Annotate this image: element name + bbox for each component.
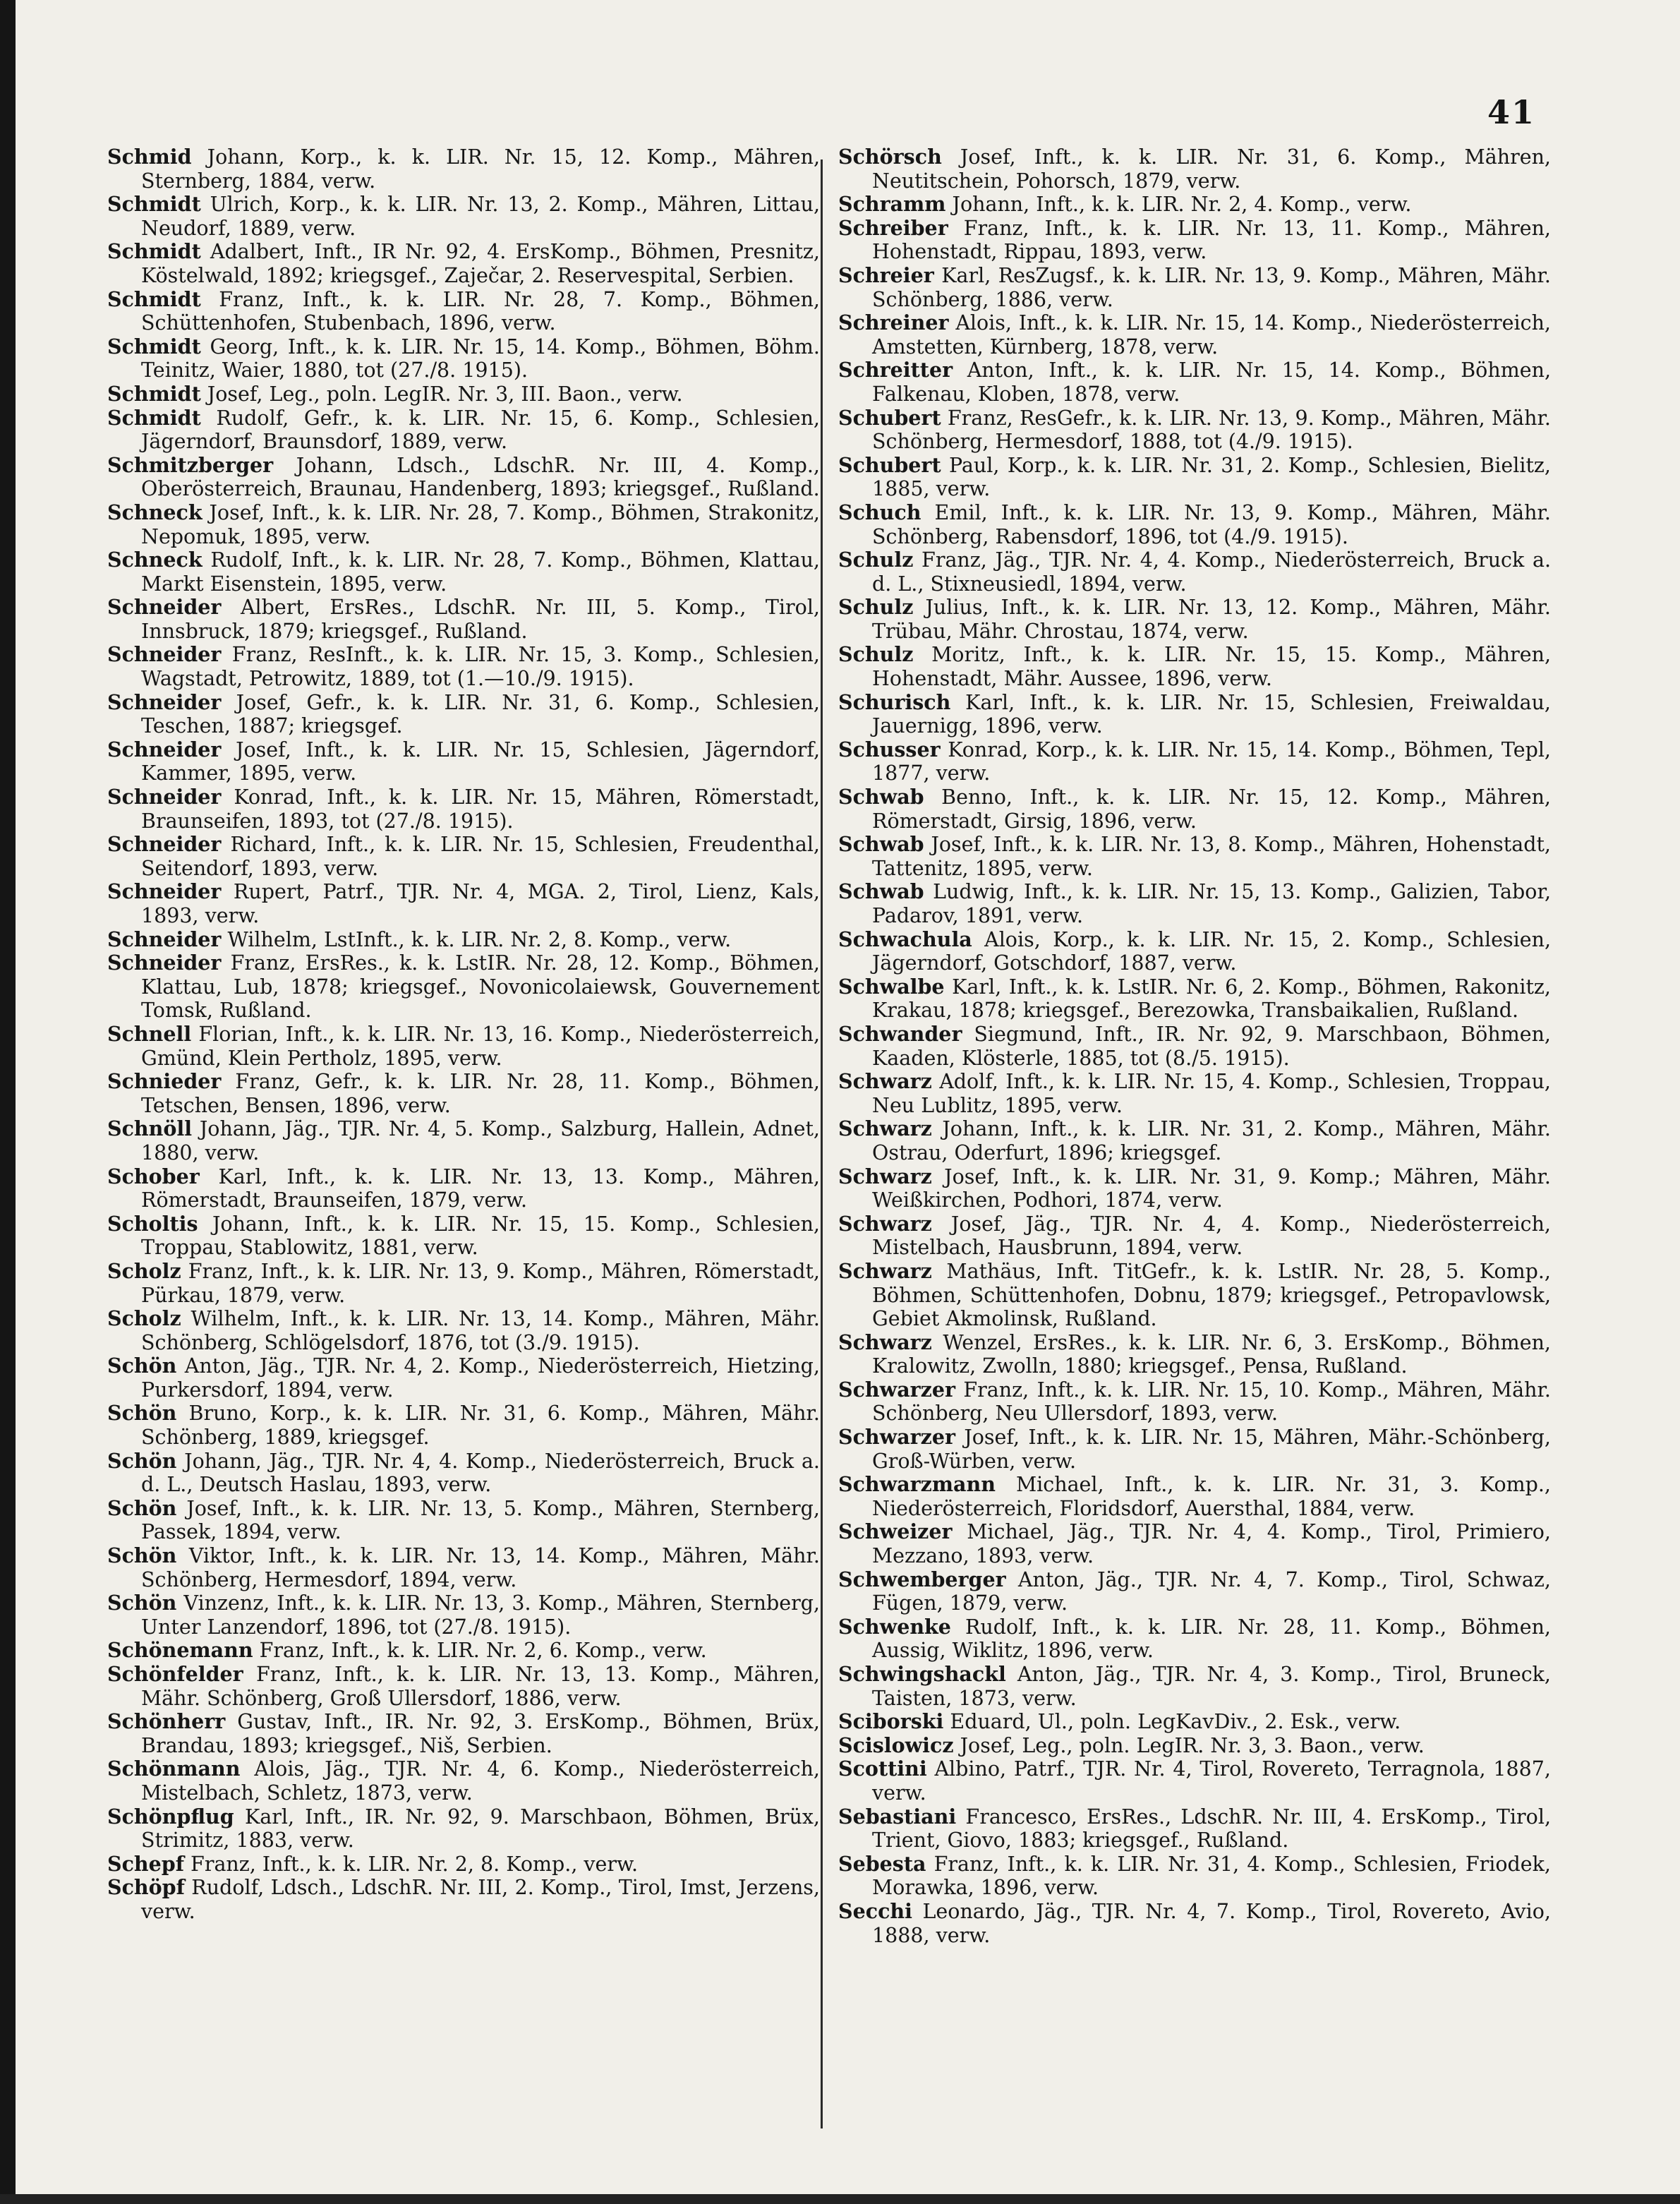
entry-details: Karl, ResZugsf., k. k. LIR. Nr. 13, 9. Komp., Mähren, Mähr. Schönberg, 1886, verw. bbox=[872, 263, 1551, 311]
register-entry bbox=[107, 193, 820, 240]
entry-surname: Schönemann bbox=[107, 1638, 253, 1663]
entry-details: Leonardo, Jäg., TJR. Nr. 4, 7. Komp., Tirol, Rovereto, Avio, 1888, verw. bbox=[872, 1899, 1551, 1947]
entry-surname: Schön bbox=[107, 1495, 177, 1520]
entry-details: Rupert, Patrf., TJR. Nr. 4, MGA. 2, Tirol, Lienz, Kals, 1893, verw. bbox=[141, 880, 820, 927]
entry-surname: Schreier bbox=[838, 263, 934, 287]
entry-details: Josef, Inft., k. k. LIR. Nr. 13, 5. Komp., Mähren, Sternberg, Passek, 1894, verw. bbox=[141, 1496, 820, 1544]
register-entry bbox=[107, 288, 820, 335]
register-entry bbox=[107, 1402, 820, 1449]
entry-details: Franz, ResGefr., k. k. LIR. Nr. 13, 9. Komp., Mähren, Mähr. Schönberg, Hermesdorf, 1888, tot (4./9. 1915). bbox=[872, 406, 1551, 454]
left-column bbox=[107, 145, 820, 1924]
entry-details: Josef, Leg., poln. LegIR. Nr. 3, 3. Baon., verw. bbox=[953, 1733, 1425, 1757]
register-entry bbox=[838, 548, 1551, 596]
entry-details: Mathäus, Inft. TitGefr., k. k. LstIR. Nr. 28, 5. Komp., Böhmen, Schüttenhofen, Dobnu, 1879; kriegsgef., Petropavlowsk, Gebiet Akmolinsk, Rußland. bbox=[872, 1259, 1551, 1331]
register-entry bbox=[838, 1615, 1551, 1663]
entry-details: Adalbert, Inft., IR Nr. 92, 4. ErsKomp., Böhmen, Presnitz, Köstelwald, 1892; kriegsgef., Zaječar, 2. Reservespital, Serbien. bbox=[141, 240, 820, 287]
entry-details: Moritz, Inft., k. k. LIR. Nr. 15, 15. Komp., Mähren, Hohenstadt, Mähr. Aussee, 1896, verw. bbox=[872, 643, 1551, 691]
register-entry bbox=[107, 1117, 820, 1164]
register-entry bbox=[107, 1165, 820, 1212]
entry-details: Anton, Jäg., TJR. Nr. 4, 2. Komp., Niederösterreich, Hietzing, Purkersdorf, 1894, verw. bbox=[141, 1354, 820, 1402]
entry-details: Johann, Korp., k. k. LIR. Nr. 15, 12. Komp., Mähren, Sternberg, 1884, verw. bbox=[141, 145, 820, 193]
register-entry bbox=[838, 264, 1551, 311]
entry-details: Albino, Patrf., TJR. Nr. 4, Tirol, Rovereto, Terragnola, 1887, verw. bbox=[872, 1757, 1551, 1805]
entry-surname: Sciborski bbox=[838, 1709, 944, 1734]
register-entry bbox=[107, 454, 820, 501]
register-entry bbox=[107, 691, 820, 738]
entry-surname: Schubert bbox=[838, 452, 941, 477]
register-entry bbox=[838, 1853, 1551, 1900]
entry-details: Johann, Jäg., TJR. Nr. 4, 4. Komp., Niederösterreich, Bruck a. d. L., Deutsch Haslau, 1893, verw. bbox=[141, 1449, 820, 1497]
entry-details: Viktor, Inft., k. k. LIR. Nr. 13, 14. Komp., Mähren, Mähr. Schönberg, Hermesdorf, 1894, verw. bbox=[141, 1544, 820, 1591]
entry-details: Alois, Korp., k. k. LIR. Nr. 15, 2. Komp., Schlesien, Jägerndorf, Gotschdorf, 1887, verw. bbox=[872, 927, 1551, 975]
entry-details: Eduard, Ul., poln. LegKavDiv., 2. Esk., verw. bbox=[943, 1710, 1401, 1734]
entry-details: Ludwig, Inft., k. k. LIR. Nr. 15, 13. Komp., Galizien, Tabor, Padarov, 1891, verw. bbox=[872, 880, 1551, 927]
entry-details: Adolf, Inft., k. k. LIR. Nr. 15, 4. Komp., Schlesien, Troppau, Neu Lublitz, 1895, verw. bbox=[872, 1070, 1551, 1117]
entry-details: Josef, Inft., k. k. LIR. Nr. 28, 7. Komp., Böhmen, Strakonitz, Nepomuk, 1895, verw. bbox=[141, 500, 820, 548]
entry-details: Josef, Jäg., TJR. Nr. 4, 4. Komp., Niederösterreich, Mistelbach, Hausbrunn, 1894, verw. bbox=[872, 1212, 1551, 1260]
entry-surname: Schubert bbox=[838, 405, 941, 430]
entry-details: Josef, Inft., k. k. LIR. Nr. 31, 9. Komp.; Mähren, Mähr. Weißkirchen, Podhori, 1874, verw. bbox=[872, 1164, 1551, 1212]
entry-details: Josef, Inft., k. k. LIR. Nr. 31, 6. Komp., Mähren, Neutitschein, Pohorsch, 1879, verw. bbox=[872, 145, 1551, 193]
entry-details: Josef, Inft., k. k. LIR. Nr. 15, Mähren, Mähr.-Schönberg, Groß-Würben, verw. bbox=[872, 1426, 1551, 1473]
entry-surname: Schwander bbox=[838, 1021, 962, 1046]
entry-surname: Schneider bbox=[107, 927, 222, 951]
register-entry bbox=[838, 359, 1551, 406]
entry-surname: Schnieder bbox=[107, 1069, 222, 1094]
register-entry bbox=[107, 1805, 820, 1853]
entry-surname: Schön bbox=[107, 1448, 177, 1473]
register-entry bbox=[838, 1117, 1551, 1164]
entry-surname: Schulz bbox=[838, 548, 914, 572]
entry-surname: Schneider bbox=[107, 832, 222, 857]
entry-surname: Schreitter bbox=[838, 358, 953, 383]
register-entry bbox=[107, 1450, 820, 1497]
register-entry bbox=[838, 691, 1551, 738]
entry-details: Emil, Inft., k. k. LIR. Nr. 13, 9. Komp., Mähren, Mähr. Schönberg, Rabensdorf, 1896, tot (4./9. 1915). bbox=[872, 500, 1551, 548]
entry-surname: Schönherr bbox=[107, 1709, 226, 1734]
entry-surname: Schöpf bbox=[107, 1875, 185, 1900]
entry-details: Karl, Inft., k. k. LstIR. Nr. 6, 2. Komp., Böhmen, Rakonitz, Krakau, 1878; kriegsgef., Berezowka, Transbaikalien, Rußland. bbox=[872, 975, 1551, 1023]
entry-surname: Schwingshackl bbox=[838, 1662, 1006, 1686]
register-entry bbox=[838, 596, 1551, 643]
entry-surname: Schmitzberger bbox=[107, 452, 274, 477]
scan-edge-bottom bbox=[0, 2194, 1680, 2204]
entry-details: Konrad, Korp., k. k. LIR. Nr. 15, 14. Komp., Böhmen, Tepl, 1877, verw. bbox=[872, 737, 1551, 785]
register-entry bbox=[838, 1023, 1551, 1070]
entry-surname: Scottini bbox=[838, 1757, 927, 1781]
entry-details: Albert, ErsRes., LdschR. Nr. III, 5. Komp., Tirol, Innsbruck, 1879; kriegsgef., Rußland. bbox=[141, 596, 820, 643]
entry-details: Anton, Inft., k. k. LIR. Nr. 15, 14. Komp., Böhmen, Falkenau, Kloben, 1878, verw. bbox=[872, 359, 1551, 406]
register-entry bbox=[838, 407, 1551, 454]
entry-details: Josef, Gefr., k. k. LIR. Nr. 31, 6. Komp., Schlesien, Teschen, 1887; kriegsgef. bbox=[141, 690, 820, 738]
entry-surname: Schneider bbox=[107, 879, 222, 904]
entry-surname: Schön bbox=[107, 1401, 177, 1426]
entry-details: Gustav, Inft., IR. Nr. 92, 3. ErsKomp., Böhmen, Brüx, Brandau, 1893; kriegsgef., Niš, Serbien. bbox=[141, 1710, 820, 1757]
register-entry bbox=[838, 1212, 1551, 1260]
register-entry bbox=[838, 1900, 1551, 1947]
entry-details: Wilhelm, LstInft., k. k. LIR. Nr. 2, 8. Komp., verw. bbox=[221, 927, 732, 951]
register-entry bbox=[838, 928, 1551, 975]
entry-surname: Schörsch bbox=[838, 145, 942, 169]
entry-surname: Schwenke bbox=[838, 1614, 951, 1639]
register-entry bbox=[838, 193, 1551, 217]
register-entry bbox=[838, 643, 1551, 690]
entry-details: Johann, Inft., k. k. LIR. Nr. 15, 15. Komp., Schlesien, Troppau, Stablowitz, 1881, verw. bbox=[141, 1212, 820, 1260]
entry-surname: Scislowicz bbox=[838, 1733, 954, 1757]
register-entry bbox=[107, 383, 820, 407]
entry-surname: Schön bbox=[107, 1543, 177, 1568]
entry-details: Wenzel, ErsRes., k. k. LIR. Nr. 6, 3. ErsKomp., Böhmen, Kralowitz, Zwolln, 1880; kriegsgef., Pensa, Rußland. bbox=[872, 1330, 1551, 1378]
entry-details: Franz, Inft., k. k. LIR. Nr. 2, 6. Komp., verw. bbox=[253, 1639, 707, 1663]
entry-details: Franz, Inft., k. k. LIR. Nr. 31, 4. Komp., Schlesien, Friodek, Morawka, 1896, verw. bbox=[872, 1852, 1551, 1900]
register-entry bbox=[838, 1260, 1551, 1331]
entry-surname: Schwab bbox=[838, 785, 924, 809]
entry-surname: Schnöll bbox=[107, 1116, 193, 1141]
entry-surname: Schmidt bbox=[107, 405, 201, 430]
register-entry bbox=[107, 501, 820, 548]
entry-details: Paul, Korp., k. k. LIR. Nr. 31, 2. Komp., Schlesien, Bielitz, 1885, verw. bbox=[872, 453, 1551, 501]
entry-details: Richard, Inft., k. k. LIR. Nr. 15, Schlesien, Freudenthal, Seitendorf, 1893, verw. bbox=[141, 833, 820, 880]
entry-surname: Schramm bbox=[838, 192, 946, 217]
entry-surname: Schneck bbox=[107, 548, 203, 572]
entry-surname: Schneider bbox=[107, 689, 222, 714]
entry-details: Benno, Inft., k. k. LIR. Nr. 15, 12. Komp., Mähren, Römerstadt, Girsig, 1896, verw. bbox=[872, 785, 1551, 833]
register-entry bbox=[107, 240, 820, 287]
entry-details: Franz, Inft., k. k. LIR. Nr. 13, 11. Komp., Mähren, Hohenstadt, Rippau, 1893, verw. bbox=[872, 216, 1551, 264]
register-entry bbox=[107, 785, 820, 833]
register-entry bbox=[107, 1307, 820, 1354]
register-entry bbox=[838, 1331, 1551, 1378]
register-entry bbox=[107, 1853, 820, 1877]
register-entry bbox=[107, 1591, 820, 1639]
page-number: 41 bbox=[1487, 93, 1535, 131]
entry-details: Michael, Inft., k. k. LIR. Nr. 31, 3. Komp., Niederösterreich, Floridsdorf, Auersthal, 1884, verw. bbox=[872, 1473, 1551, 1520]
entry-details: Vinzenz, Inft., k. k. LIR. Nr. 13, 3. Komp., Mähren, Sternberg, Unter Lanzendorf, 1896, tot (27./8. 1915). bbox=[141, 1591, 820, 1639]
entry-surname: Schwab bbox=[838, 879, 924, 904]
entry-details: Franz, Inft., k. k. LIR. Nr. 28, 7. Komp., Böhmen, Schüttenhofen, Stubenbach, 1896, verw. bbox=[141, 287, 820, 335]
entry-surname: Schwab bbox=[838, 832, 924, 857]
register-entry bbox=[107, 738, 820, 785]
entry-surname: Schönpflug bbox=[107, 1804, 234, 1829]
entry-details: Alois, Jäg., TJR. Nr. 4, 6. Komp., Niederösterreich, Mistelbach, Schletz, 1873, verw. bbox=[141, 1757, 820, 1805]
register-entry bbox=[107, 928, 820, 952]
entry-details: Karl, Inft., k. k. LIR. Nr. 15, Schlesien, Freiwaldau, Jauernigg, 1896, verw. bbox=[872, 690, 1551, 738]
entry-surname: Schneider bbox=[107, 951, 222, 975]
entry-details: Franz, Gefr., k. k. LIR. Nr. 28, 11. Komp., Böhmen, Tetschen, Bensen, 1896, verw. bbox=[141, 1070, 820, 1117]
register-entry bbox=[838, 1734, 1551, 1758]
entry-details: Michael, Jäg., TJR. Nr. 4, 4. Komp., Tirol, Primiero, Mezzano, 1893, verw. bbox=[872, 1520, 1551, 1568]
register-entry bbox=[838, 454, 1551, 501]
entry-details: Rudolf, Gefr., k. k. LIR. Nr. 15, 6. Komp., Schlesien, Jägerndorf, Braunsdorf, 1889, verw. bbox=[141, 406, 820, 454]
entry-surname: Schreiner bbox=[838, 311, 949, 335]
register-entry bbox=[107, 1212, 820, 1260]
entry-surname: Schuch bbox=[838, 500, 921, 524]
entry-details: Franz, Jäg., TJR. Nr. 4, 4. Komp., Niederösterreich, Bruck a. d. L., Stixneusiedl, 1894, verw. bbox=[872, 548, 1551, 596]
register-entry bbox=[838, 1378, 1551, 1426]
entry-details: Francesco, ErsRes., LdschR. Nr. III, 4. ErsKomp., Tirol, Trient, Giovo, 1883; kriegsgef., Rußland. bbox=[872, 1805, 1551, 1853]
register-entry bbox=[107, 1023, 820, 1070]
entry-surname: Schmidt bbox=[107, 239, 201, 264]
register-entry bbox=[107, 880, 820, 927]
entry-surname: Schwarz bbox=[838, 1258, 932, 1283]
entry-details: Siegmund, Inft., IR. Nr. 92, 9. Marschbaon, Böhmen, Kaaden, Klösterle, 1885, tot (8./5. 1915). bbox=[872, 1022, 1551, 1070]
entry-surname: Schweizer bbox=[838, 1519, 953, 1544]
register-entry bbox=[838, 1805, 1551, 1853]
entry-surname: Schwarz bbox=[838, 1069, 932, 1094]
entry-details: Rudolf, Inft., k. k. LIR. Nr. 28, 7. Komp., Böhmen, Klattau, Markt Eisenstein, 1895, verw. bbox=[141, 548, 820, 596]
register-entry bbox=[107, 596, 820, 643]
entry-surname: Schmidt bbox=[107, 334, 201, 359]
entry-details: Anton, Jäg., TJR. Nr. 4, 3. Komp., Tirol, Bruneck, Taisten, 1873, verw. bbox=[872, 1663, 1551, 1710]
entry-surname: Sebastiani bbox=[838, 1804, 957, 1829]
register-entry bbox=[838, 1710, 1551, 1734]
entry-surname: Schön bbox=[107, 1354, 177, 1378]
register-entry bbox=[838, 975, 1551, 1023]
entry-surname: Schwarz bbox=[838, 1330, 932, 1354]
register-entry bbox=[838, 785, 1551, 833]
entry-details: Rudolf, Inft., k. k. LIR. Nr. 28, 11. Komp., Böhmen, Aussig, Wiklitz, 1896, verw. bbox=[872, 1615, 1551, 1663]
register-entry bbox=[838, 880, 1551, 927]
entry-surname: Schwachula bbox=[838, 927, 972, 951]
entry-details: Georg, Inft., k. k. LIR. Nr. 15, 14. Komp., Böhmen, Böhm. Teinitz, Waier, 1880, tot (27./8. 1915). bbox=[141, 335, 820, 383]
entry-surname: Schönmann bbox=[107, 1757, 241, 1781]
entry-surname: Schwarzmann bbox=[838, 1472, 996, 1497]
entry-surname: Schneider bbox=[107, 785, 222, 809]
entry-surname: Schneck bbox=[107, 500, 203, 524]
entry-details: Karl, Inft., IR. Nr. 92, 9. Marschbaon, Böhmen, Brüx, Strimitz, 1883, verw. bbox=[141, 1805, 820, 1853]
register-entry bbox=[838, 1663, 1551, 1710]
entry-details: Franz, Inft., k. k. LIR. Nr. 13, 9. Komp., Mähren, Römerstadt, Pürkau, 1879, verw. bbox=[141, 1259, 820, 1307]
register-entry bbox=[107, 1757, 820, 1805]
register-entry bbox=[838, 1568, 1551, 1615]
entry-surname: Schmidt bbox=[107, 192, 201, 217]
entry-details: Anton, Jäg., TJR. Nr. 4, 7. Komp., Tirol, Schwaz, Fügen, 1879, verw. bbox=[872, 1567, 1551, 1615]
register-entry bbox=[838, 833, 1551, 880]
entry-details: Franz, ResInft., k. k. LIR. Nr. 15, 3. Komp., Schlesien, Wagstadt, Petrowitz, 1889, tot (1.—10./9. 1915). bbox=[141, 643, 820, 691]
entry-surname: Schmidt bbox=[107, 287, 201, 311]
register-entry bbox=[838, 145, 1551, 193]
entry-surname: Schusser bbox=[838, 737, 941, 761]
entry-surname: Schepf bbox=[107, 1851, 184, 1876]
entry-details: Johann, Ldsch., LdschR. Nr. III, 4. Komp., Oberösterreich, Braunau, Handenberg, 1893; kriegsgef., Rußland. bbox=[141, 453, 820, 501]
entry-surname: Schulz bbox=[838, 595, 914, 620]
entry-surname: Schwarz bbox=[838, 1211, 932, 1236]
entry-surname: Schwemberger bbox=[838, 1567, 1006, 1591]
entry-details: Wilhelm, Inft., k. k. LIR. Nr. 13, 14. Komp., Mähren, Mähr. Schönberg, Schlögelsdorf, 1876, tot (3./9. 1915). bbox=[141, 1307, 820, 1354]
entry-details: Konrad, Inft., k. k. LIR. Nr. 15, Mähren, Römerstadt, Braunseifen, 1893, tot (27./8. 1915). bbox=[141, 785, 820, 833]
scan-edge-left bbox=[0, 0, 16, 2204]
register-entry bbox=[107, 833, 820, 880]
entry-surname: Schneider bbox=[107, 595, 222, 620]
entry-surname: Schulz bbox=[838, 642, 914, 667]
entry-surname: Schwalbe bbox=[838, 974, 945, 999]
register-entry bbox=[107, 1260, 820, 1307]
entry-surname: Scholz bbox=[107, 1306, 181, 1331]
entry-details: Josef, Leg., poln. LegIR. Nr. 3, III. Baon., verw. bbox=[200, 382, 683, 406]
entry-details: Josef, Inft., k. k. LIR. Nr. 15, Schlesien, Jägerndorf, Kammer, 1895, verw. bbox=[141, 737, 820, 785]
entry-surname: Sebesta bbox=[838, 1851, 926, 1876]
entry-surname: Scholz bbox=[107, 1258, 181, 1283]
register-entry bbox=[107, 335, 820, 383]
register-entry bbox=[838, 1165, 1551, 1212]
register-entry bbox=[107, 548, 820, 596]
register-entry bbox=[838, 1070, 1551, 1117]
register-entry bbox=[107, 1876, 820, 1923]
entry-details: Josef, Inft., k. k. LIR. Nr. 13, 8. Komp., Mähren, Hohenstadt, Tattenitz, 1895, verw. bbox=[872, 833, 1551, 880]
entry-surname: Schneider bbox=[107, 642, 222, 667]
register-entry bbox=[107, 407, 820, 454]
entry-details: Bruno, Korp., k. k. LIR. Nr. 31, 6. Komp., Mähren, Mähr. Schönberg, 1889, kriegsgef. bbox=[141, 1402, 820, 1450]
register-entry bbox=[107, 1070, 820, 1117]
entry-surname: Schmid bbox=[107, 145, 192, 169]
register-entry bbox=[838, 217, 1551, 264]
entry-surname: Schober bbox=[107, 1164, 200, 1188]
entry-details: Franz, Inft., k. k. LIR. Nr. 13, 13. Komp., Mähren, Mähr. Schönberg, Groß Ullersdorf, 1886, verw. bbox=[141, 1663, 820, 1710]
right-column bbox=[838, 145, 1551, 1947]
register-entry bbox=[107, 1544, 820, 1591]
entry-surname: Schwarz bbox=[838, 1164, 932, 1188]
register-entry bbox=[838, 311, 1551, 359]
entry-surname: Secchi bbox=[838, 1898, 912, 1923]
register-entry bbox=[107, 951, 820, 1023]
entry-details: Julius, Inft., k. k. LIR. Nr. 13, 12. Komp., Mähren, Mähr. Trübau, Mähr. Chrostau, 1874, verw. bbox=[872, 596, 1551, 643]
entry-surname: Schön bbox=[107, 1591, 177, 1615]
entry-surname: Schwarzer bbox=[838, 1377, 956, 1402]
register-entry bbox=[107, 1497, 820, 1544]
register-entry bbox=[107, 1639, 820, 1663]
register-entry bbox=[107, 145, 820, 193]
entry-details: Florian, Inft., k. k. LIR. Nr. 13, 16. Komp., Niederösterreich, Gmünd, Klein Pertholz, 1895, verw. bbox=[141, 1022, 820, 1070]
entry-details: Johann, Inft., k. k. LIR. Nr. 31, 2. Komp., Mähren, Mähr. Ostrau, Oderfurt, 1896; kriegsgef. bbox=[872, 1117, 1551, 1164]
register-entry bbox=[838, 738, 1551, 785]
column-divider bbox=[821, 159, 823, 2128]
entry-details: Rudolf, Ldsch., LdschR. Nr. III, 2. Komp., Tirol, Imst, Jerzens, verw. bbox=[141, 1876, 820, 1923]
register-entry bbox=[838, 1426, 1551, 1473]
entry-details: Karl, Inft., k. k. LIR. Nr. 13, 13. Komp., Mähren, Römerstadt, Braunseifen, 1879, verw. bbox=[141, 1164, 820, 1212]
entry-details: Johann, Jäg., TJR. Nr. 4, 5. Komp., Salzburg, Hallein, Adnet, 1880, verw. bbox=[141, 1117, 820, 1164]
register-entry bbox=[107, 1663, 820, 1710]
register-entry bbox=[838, 1473, 1551, 1520]
entry-surname: Schreiber bbox=[838, 215, 948, 240]
entry-details: Johann, Inft., k. k. LIR. Nr. 2, 4. Komp., verw. bbox=[945, 193, 1412, 217]
entry-surname: Schnell bbox=[107, 1021, 192, 1046]
register-entry bbox=[838, 501, 1551, 548]
entry-surname: Schwarzer bbox=[838, 1425, 956, 1450]
entry-details: Ulrich, Korp., k. k. LIR. Nr. 13, 2. Komp., Mähren, Littau, Neudorf, 1889, verw. bbox=[141, 193, 820, 240]
entry-details: Franz, Inft., k. k. LIR. Nr. 2, 8. Komp., verw. bbox=[183, 1852, 639, 1876]
register-entry bbox=[107, 1710, 820, 1757]
register-entry bbox=[838, 1757, 1551, 1805]
entry-details: Franz, ErsRes., k. k. LstIR. Nr. 28, 12. Komp., Böhmen, Klattau, Lub, 1878; kriegsgef., Novonicolaiewsk, Gouvernement Tomsk, Rußland. bbox=[141, 951, 820, 1023]
register-entry bbox=[107, 643, 820, 690]
entry-details: Alois, Inft., k. k. LIR. Nr. 15, 14. Komp., Niederösterreich, Amstetten, Kürnberg, 1878, verw. bbox=[872, 311, 1551, 359]
entry-surname: Schurisch bbox=[838, 689, 951, 714]
register-entry bbox=[838, 1520, 1551, 1567]
entry-surname: Scholtis bbox=[107, 1211, 198, 1236]
register-entry bbox=[107, 1354, 820, 1402]
entry-surname: Schönfelder bbox=[107, 1662, 243, 1686]
entry-details: Franz, Inft., k. k. LIR. Nr. 15, 10. Komp., Mähren, Mähr. Schönberg, Neu Ullersdorf, 1893, verw. bbox=[872, 1378, 1551, 1426]
entry-surname: Schmidt bbox=[107, 381, 201, 406]
entry-surname: Schneider bbox=[107, 737, 222, 761]
entry-surname: Schwarz bbox=[838, 1116, 932, 1141]
